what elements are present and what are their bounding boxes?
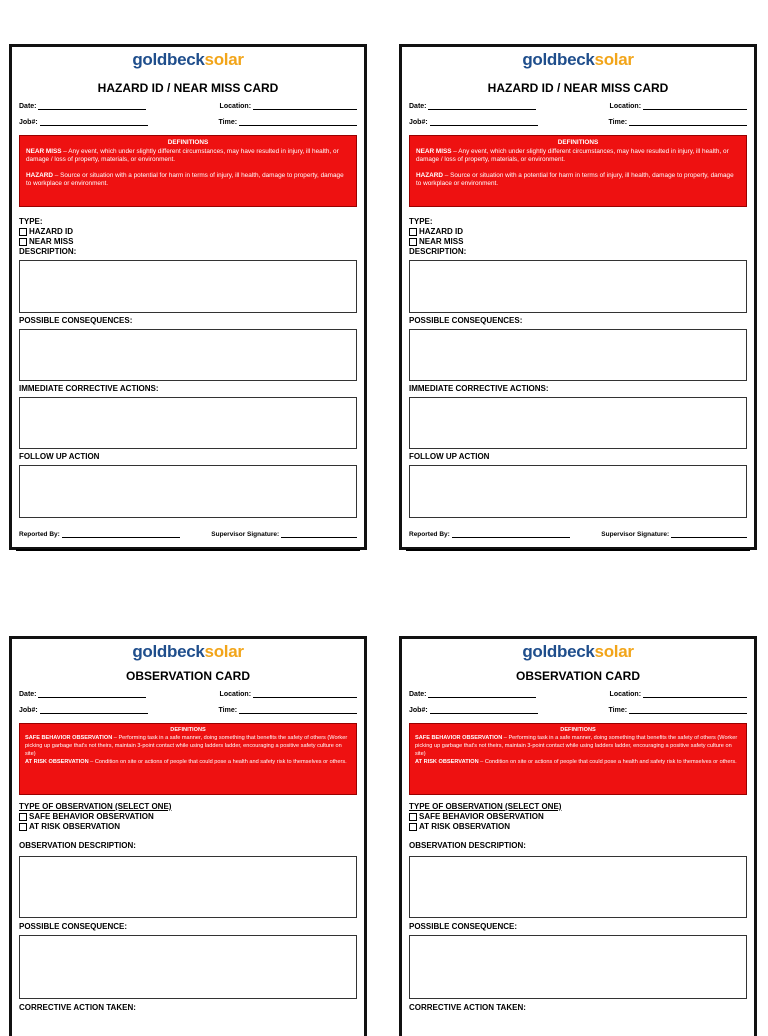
observation-card-right	[399, 636, 757, 1036]
consequences-label: POSSIBLE CONSEQUENCES:	[19, 316, 133, 325]
time-field[interactable]	[629, 117, 747, 126]
bottom-rule	[406, 549, 750, 551]
signature-row	[409, 529, 747, 541]
date-location-row	[19, 101, 357, 113]
consequences-field[interactable]	[409, 329, 747, 381]
bottom-rule	[16, 549, 360, 551]
observation-description-label: OBSERVATION DESCRIPTION:	[409, 841, 526, 850]
observation-card-left	[9, 636, 367, 1036]
observation-type-label: TYPE OF OBSERVATION (SELECT ONE)	[19, 802, 172, 811]
job-field[interactable]	[40, 705, 148, 714]
job-time-row	[409, 705, 747, 717]
description-field[interactable]	[19, 260, 357, 313]
hazard-id-option[interactable]: HAZARD ID	[19, 227, 357, 237]
safe-behavior-option[interactable]: SAFE BEHAVIOR OBSERVATION	[19, 812, 357, 822]
date-label: Date:	[409, 691, 427, 698]
date-label: Date:	[19, 691, 37, 698]
time-label: Time:	[218, 707, 238, 714]
date-location-row	[409, 689, 747, 701]
description-field[interactable]	[409, 260, 747, 313]
time-label: Time:	[608, 119, 628, 126]
time-label: Time:	[218, 119, 238, 126]
job-label: Job#:	[19, 119, 38, 126]
time-label: Time:	[608, 707, 628, 714]
location-field[interactable]	[253, 101, 357, 110]
near-miss-option[interactable]: NEAR MISS	[19, 237, 357, 247]
observation-description-label: OBSERVATION DESCRIPTION:	[19, 841, 136, 850]
near-miss-option[interactable]: NEAR MISS	[409, 237, 747, 247]
consequences-field[interactable]	[19, 329, 357, 381]
possible-consequence-field[interactable]	[409, 935, 747, 999]
job-label: Job#:	[19, 707, 38, 714]
type-label: TYPE:	[409, 217, 433, 226]
job-field[interactable]	[430, 705, 538, 714]
location-label: Location:	[609, 103, 642, 110]
checkbox[interactable]	[19, 813, 27, 821]
location-field[interactable]	[643, 101, 747, 110]
checkbox[interactable]	[19, 823, 27, 831]
location-field[interactable]	[253, 689, 357, 698]
company-logo: goldbecksolar	[132, 642, 244, 661]
location-label: Location:	[219, 103, 252, 110]
date-location-row	[19, 689, 357, 701]
date-field[interactable]	[428, 101, 536, 110]
time-field[interactable]	[629, 705, 747, 714]
consequences-label: POSSIBLE CONSEQUENCES:	[409, 316, 523, 325]
date-field[interactable]	[428, 689, 536, 698]
possible-consequence-label: POSSIBLE CONSEQUENCE:	[19, 922, 128, 931]
at-risk-option[interactable]: AT RISK OBSERVATION	[409, 822, 747, 832]
immediate-actions-field[interactable]	[19, 397, 357, 449]
company-logo: goldbecksolar	[522, 642, 634, 661]
definitions-box: DEFINITIONS SAFE BEHAVIOR OBSERVATION – Performing task in a safe manner, doing something that benefits the safety of others (Worker picking up garbage that's not theirs, maintain 3-point contact while using ladders ladder, encouraging a positive safety culture on site) AT RISK OBSERVATION – Condition on site or actions of people that could pose a health and safety risk to themselves or others.	[19, 723, 357, 795]
possible-consequence-label: POSSIBLE CONSEQUENCE:	[409, 922, 518, 931]
company-logo: goldbecksolar	[522, 50, 634, 69]
safe-behavior-option[interactable]: SAFE BEHAVIOR OBSERVATION	[409, 812, 747, 822]
follow-up-field[interactable]	[409, 465, 747, 518]
job-time-row	[409, 117, 747, 129]
checkbox[interactable]	[409, 823, 417, 831]
reported-by-label: Reported By:	[19, 531, 60, 538]
date-label: Date:	[409, 103, 427, 110]
job-field[interactable]	[40, 117, 148, 126]
location-label: Location:	[609, 691, 642, 698]
hazard-card-left	[9, 44, 367, 550]
job-field[interactable]	[430, 117, 538, 126]
supervisor-field[interactable]	[281, 529, 357, 538]
supervisor-label: Supervisor Signature:	[601, 531, 670, 538]
card-title: HAZARD ID / NEAR MISS CARD	[487, 81, 669, 95]
at-risk-option[interactable]: AT RISK OBSERVATION	[19, 822, 357, 832]
definitions-box: DEFINITIONS SAFE BEHAVIOR OBSERVATION – Performing task in a safe manner, doing something that benefits the safety of others (Worker picking up garbage that's not theirs, maintain 3-point contact while using ladders ladder, encouraging a positive safety culture on site) AT RISK OBSERVATION – Condition on site or actions of people that could pose a health and safety risk to themselves or others.	[409, 723, 747, 795]
checkbox[interactable]	[19, 238, 27, 246]
time-field[interactable]	[239, 117, 357, 126]
company-logo: goldbecksolar	[132, 50, 244, 69]
follow-up-label: FOLLOW UP ACTION	[409, 452, 490, 461]
date-field[interactable]	[38, 689, 146, 698]
reported-by-field[interactable]	[452, 529, 570, 538]
date-location-row	[409, 101, 747, 113]
card-title: HAZARD ID / NEAR MISS CARD	[97, 81, 279, 95]
job-label: Job#:	[409, 119, 428, 126]
immediate-actions-label: IMMEDIATE CORRECTIVE ACTIONS:	[409, 384, 549, 393]
observation-description-field[interactable]	[19, 856, 357, 918]
follow-up-field[interactable]	[19, 465, 357, 518]
supervisor-label: Supervisor Signature:	[211, 531, 280, 538]
checkbox[interactable]	[409, 228, 417, 236]
definitions-box: DEFINITIONS NEAR MISS – Any event, which under slightly different circumstances, may have resulted in injury, ill health, or damage / loss of property, materials, or environment. HAZARD – Source or situation with a potential for harm in terms of injury, ill health, damage to property, damage to workplace or environment.	[409, 135, 747, 207]
checkbox[interactable]	[409, 813, 417, 821]
job-time-row	[19, 117, 357, 129]
immediate-actions-field[interactable]	[409, 397, 747, 449]
hazard-id-option[interactable]: HAZARD ID	[409, 227, 747, 237]
checkbox[interactable]	[409, 238, 417, 246]
job-time-row	[19, 705, 357, 717]
location-field[interactable]	[643, 689, 747, 698]
date-label: Date:	[19, 103, 37, 110]
job-label: Job#:	[409, 707, 428, 714]
supervisor-field[interactable]	[671, 529, 747, 538]
reported-by-field[interactable]	[62, 529, 180, 538]
reported-by-label: Reported By:	[409, 531, 450, 538]
possible-consequence-field[interactable]	[19, 935, 357, 999]
follow-up-label: FOLLOW UP ACTION	[19, 452, 100, 461]
type-label: TYPE:	[19, 217, 43, 226]
card-title: OBSERVATION CARD	[125, 669, 250, 683]
time-field[interactable]	[239, 705, 357, 714]
corrective-action-label: CORRECTIVE ACTION TAKEN:	[19, 1003, 136, 1012]
hazard-card-right	[399, 44, 757, 550]
observation-type-label: TYPE OF OBSERVATION (SELECT ONE)	[409, 802, 562, 811]
definitions-box: DEFINITIONS NEAR MISS – Any event, which under slightly different circumstances, may have resulted in injury, ill health, or damage / loss of property, materials, or environment. HAZARD – Source or situation with a potential for harm in terms of injury, ill health, damage to property, damage to workplace or environment.	[19, 135, 357, 207]
signature-row	[19, 529, 357, 541]
location-label: Location:	[219, 691, 252, 698]
date-field[interactable]	[38, 101, 146, 110]
description-label: DESCRIPTION:	[409, 247, 467, 256]
corrective-action-label: CORRECTIVE ACTION TAKEN:	[409, 1003, 526, 1012]
observation-description-field[interactable]	[409, 856, 747, 918]
immediate-actions-label: IMMEDIATE CORRECTIVE ACTIONS:	[19, 384, 159, 393]
checkbox[interactable]	[19, 228, 27, 236]
card-title: OBSERVATION CARD	[515, 669, 640, 683]
description-label: DESCRIPTION:	[19, 247, 77, 256]
